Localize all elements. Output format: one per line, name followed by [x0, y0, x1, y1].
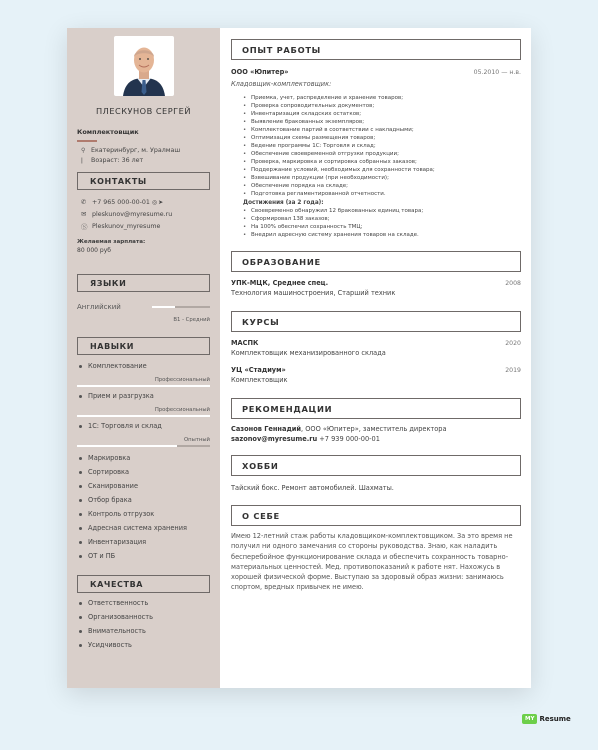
recommendation-contact-row: [231, 435, 521, 443]
duty-item: • Оптимизация схемы размещения товаров;: [243, 134, 521, 142]
skill-name: Инвентаризация: [88, 538, 147, 546]
bullet-icon: [79, 541, 82, 544]
info-icon: ǀ: [81, 157, 83, 164]
resume-main: [220, 28, 531, 688]
bullet-icon: [79, 365, 82, 368]
languages-section-title: ЯЗЫКИ: [77, 274, 210, 292]
skill-level-bar: [77, 415, 210, 417]
language-level-fill: [152, 306, 175, 308]
candidate-name: ПЛЕСКУНОВ СЕРГЕЙ: [96, 106, 191, 116]
course-year: 2020: [505, 340, 521, 347]
duties-list: [231, 94, 521, 239]
bullet-icon: [79, 555, 82, 558]
bullet-icon: [79, 471, 82, 474]
about-section-title: О СЕБЕ: [231, 505, 521, 526]
education-header: [231, 279, 521, 287]
rated-skill: [77, 392, 210, 417]
resume-sheet: [67, 28, 531, 688]
skill-name: Маркировка: [88, 454, 131, 462]
skill-item: [79, 510, 210, 518]
recommender-email[interactable]: sazonov@myresume.ru: [231, 435, 318, 443]
education-section-title: ОБРАЗОВАНИЕ: [231, 251, 521, 272]
duty-item: • Подготовка регламентированной отчетности.: [243, 190, 521, 198]
quality-item: [79, 641, 210, 649]
course-header: [231, 339, 521, 347]
duty-item: • Ведение программы 1С: Торговля и склад;: [243, 142, 521, 150]
skill-name: Сканирование: [88, 482, 139, 490]
quality-item: [79, 627, 210, 635]
qualities-section-title: КАЧЕСТВА: [77, 575, 210, 593]
skill-name: Отбор брака: [88, 496, 132, 504]
skill-level: Профессиональный: [154, 407, 210, 413]
course-detail: Комплектовщик механизированного склада: [231, 349, 386, 357]
experience-header: [231, 68, 521, 76]
course-year: 2019: [505, 367, 521, 374]
skill-name: Адресная система хранения: [88, 524, 187, 532]
duty-item: • Комплектование партий в соответствии с накладными;: [243, 126, 521, 134]
hobby-text: Тайский бокс. Ремонт автомобилей. Шахматы.: [231, 484, 394, 492]
bullet-icon: [79, 457, 82, 460]
bullet-icon: [79, 616, 82, 619]
recommender-phone[interactable]: +7 939 000-00-01: [319, 435, 380, 443]
skill-item: [79, 482, 210, 490]
skype-row: [81, 222, 210, 231]
experience-section-title: ОПЫТ РАБОТЫ: [231, 39, 521, 60]
bullet-icon: [79, 527, 82, 530]
skill-item: [79, 538, 210, 546]
achievement-item: • Сформировал 138 заказов;: [243, 215, 521, 223]
logo-badge: MY: [522, 714, 537, 724]
duty-item: • Обеспечение своевременной отгрузки продукции;: [243, 150, 521, 158]
duty-item: • Проверка, маркировка и сортировка собранных заказов;: [243, 158, 521, 166]
whatsapp-icon: ◎: [151, 198, 158, 206]
duty-item: • Поддержание условий, необходимых для сохранности товара;: [243, 166, 521, 174]
skill-level-fill: [77, 385, 210, 387]
quality-item: [79, 613, 210, 621]
skill-name: Комплектование: [88, 362, 147, 370]
quality-item: [79, 599, 210, 607]
myresume-logo[interactable]: [522, 714, 571, 724]
recommendation-person-row: [231, 425, 521, 433]
recommendations-section-title: РЕКОМЕНДАЦИИ: [231, 398, 521, 419]
contacts-section-title: КОНТАКТЫ: [77, 172, 210, 190]
experience-dates: 05.2010 — н.в.: [473, 69, 521, 76]
rated-skill: [77, 422, 210, 447]
skill-item: [79, 454, 210, 462]
about-text: Имею 12-летний стаж работы кладовщиком-комплектовщиком. За это время не получил ни одного замечания со стороны руководства. Знаю, как наладить бесперебойное функционирование склада и обеспечить сохранность товарно-материальных ценностей. Мед. противопоказаний к работе нят. Нахожусь в хорошей физической форме. Выступаю за здоровый образ жизни: занимаюсь спортом, вредных привычек не имею.: [231, 532, 513, 592]
logo-text: Resume: [539, 715, 571, 723]
language-name: Английский: [77, 303, 121, 311]
achievement-item: • Внедрил адресную систему хранения товаров на складе.: [243, 231, 521, 239]
achievements-label: Достижения (за 2 года):: [243, 200, 324, 206]
phone-text[interactable]: +7 965 000-00-01: [92, 198, 150, 206]
skill-item: [79, 468, 210, 476]
skill-level-bar: [77, 445, 210, 447]
age-text: Возраст: 36 лет: [91, 157, 144, 164]
telegram-icon: ➤: [158, 198, 164, 206]
achievement-item: • На 100% обеспечил сохранность ТМЦ;: [243, 223, 521, 231]
age-row: [81, 157, 210, 164]
salary-value: 80 000 руб: [77, 247, 111, 254]
accent-divider: [77, 140, 97, 142]
skill-name: ОТ и ПБ: [88, 552, 116, 560]
skill-name: Контроль отгрузок: [88, 510, 155, 518]
language-level-bar: [152, 306, 210, 308]
duty-item: • Приемка, учет, распределение и хранение товаров;: [243, 94, 521, 102]
school-name: УПК-МЦК, Среднее спец.: [231, 279, 329, 287]
skill-item: [79, 392, 210, 400]
skill-item: [79, 422, 210, 430]
course-detail: Комплектовщик: [231, 376, 288, 384]
qualities-list: [77, 599, 210, 649]
course-header: [231, 366, 521, 374]
phone-icon: ✆: [81, 198, 87, 206]
skill-level-fill: [77, 445, 177, 447]
skill-item: [79, 496, 210, 504]
recommender-name: Сазонов Геннадий: [231, 425, 302, 433]
skill-level: Профессиональный: [154, 377, 210, 383]
duty-item: • Проверка сопроводительных документов;: [243, 102, 521, 110]
course-org: УЦ «Стадиум»: [231, 366, 286, 374]
duty-item: • Обеспечение порядка на складе;: [243, 182, 521, 190]
skill-level: Опытный: [184, 437, 210, 443]
location-pin-icon: ⚲: [81, 147, 86, 154]
skill-level-fill: [77, 415, 210, 417]
location-row: [81, 147, 210, 154]
skill-name: Сортировка: [88, 468, 130, 476]
skill-item: [79, 552, 210, 560]
skill-name: Прием и разгрузка: [88, 392, 154, 400]
bullet-icon: [79, 499, 82, 502]
resume-sidebar: [67, 28, 220, 688]
language-row: [77, 303, 210, 311]
bullet-icon: [79, 644, 82, 647]
achievement-item: • Своевременно обнаружил 12 бракованных единиц товара;: [243, 207, 521, 215]
phone-row: [81, 198, 210, 206]
skype-icon: Ⓢ: [81, 223, 88, 231]
duty-item: • Инвентаризация складских остатков;: [243, 110, 521, 118]
quality-name: Ответственность: [88, 599, 149, 607]
skills-section-title: НАВЫКИ: [77, 337, 210, 355]
recommender-position: , ООО «Юпитер», заместитель директора: [301, 425, 447, 433]
skill-name: 1С: Торговля и склад: [88, 422, 162, 430]
plain-skills-list: [77, 454, 210, 560]
bullet-icon: [79, 395, 82, 398]
skype-text[interactable]: Pleskunov_myresume: [92, 223, 161, 230]
email-text[interactable]: pleskunov@myresume.ru: [92, 210, 173, 218]
profile-photo: [114, 36, 174, 96]
email-row: [81, 210, 210, 218]
job-role: Кладовщик-комплектовщик:: [231, 80, 332, 88]
bullet-icon: [79, 485, 82, 488]
skill-item: [79, 524, 210, 532]
location-text: Екатеринбург, м. Уралмаш: [91, 147, 181, 154]
hobby-section-title: ХОББИ: [231, 455, 521, 476]
quality-name: Организованность: [88, 613, 153, 621]
salary-label: Желаемая зарплата:: [77, 239, 146, 245]
duty-item: • Выявление бракованных экземпляров;: [243, 118, 521, 126]
skill-item: [79, 362, 210, 370]
bullet-icon: [79, 602, 82, 605]
education-year: 2008: [505, 280, 521, 287]
language-level: B1 - Средний: [173, 317, 210, 323]
company-name: ООО «Юпитер»: [231, 68, 289, 76]
skill-level-bar: [77, 385, 210, 387]
duty-item: • Взвешивание продукции (при необходимости);: [243, 174, 521, 182]
quality-name: Усидчивость: [88, 641, 132, 649]
bullet-icon: [79, 630, 82, 633]
bullet-icon: [79, 513, 82, 516]
avatar-icon: [119, 40, 169, 96]
education-detail: Технология машиностроения, Старший техник: [231, 289, 396, 297]
quality-name: Внимательность: [88, 627, 146, 635]
courses-section-title: КУРСЫ: [231, 311, 521, 332]
bullet-icon: [79, 425, 82, 428]
course-org: МАСПК: [231, 339, 259, 347]
email-icon: ✉: [81, 210, 87, 218]
candidate-position: Комплектовщик: [77, 128, 139, 136]
rated-skill: [77, 362, 210, 387]
